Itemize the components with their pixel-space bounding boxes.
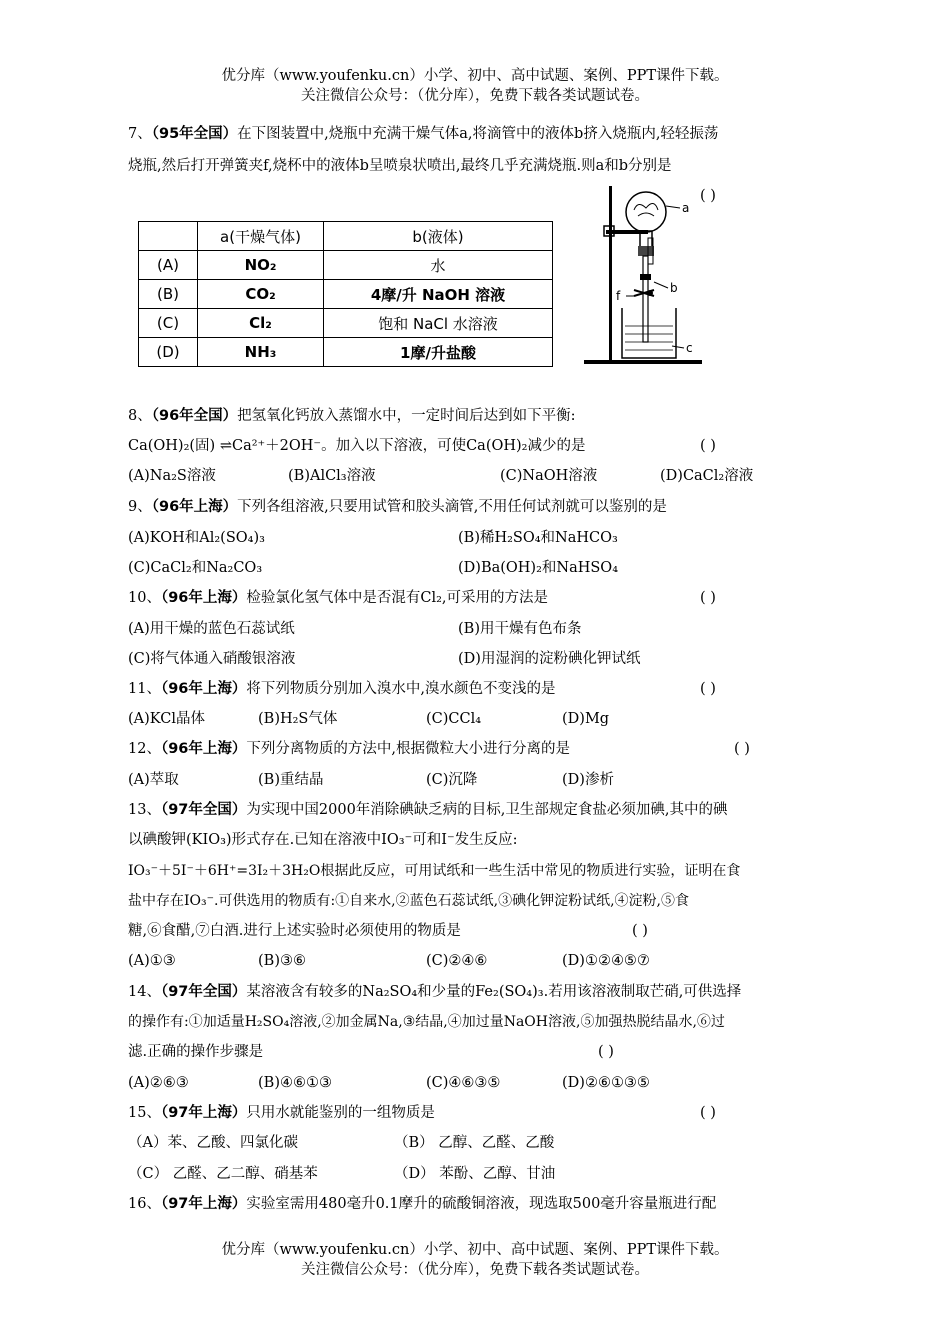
table-row [139,338,553,367]
q15-option-b: （B） 乙醇、乙醛、乙酸 [394,1135,555,1151]
q14-options [128,1072,828,1094]
q15-option-d: （D） 苯酚、乙醇、甘油 [394,1166,556,1182]
q9-line-1 [128,496,667,518]
q9-option-b: (B)稀H₂SO₄和NaHCO₃ [458,530,618,546]
beaker [622,308,676,358]
q13-text: 为实现中国2000年消除碘缺乏病的目标,卫生部规定食盐必须加碘,其中的碘 [246,802,728,818]
q8-text: 把氢氧化钙放入蒸馏水中，一定时间后达到如下平衡: [237,408,576,424]
q9-text: 下列各组溶液,只要用试管和胶头滴管,不用任何试剂就可以鉴别的是 [237,499,667,515]
q8-number: 8、 [128,408,152,424]
q14-text: 某溶液含有较多的Na₂SO₄和少量的Fe₂(SO₄)₃.若用该溶液制取芒硝,可供选择 [246,984,742,1000]
q9-options-2 [128,557,828,579]
q12-option-b: (B)重结晶 [258,772,324,788]
q15-option-a: （A）苯、乙酸、四氯化碳 [128,1135,298,1151]
q11-line-1 [128,678,556,700]
q15-line-1 [128,1102,435,1124]
q8-answer-paren: ( ) [700,438,716,454]
q11-option-c: (C)CCl₄ [426,711,482,727]
q16-line-1 [128,1193,716,1215]
q14-option-b: (B)④⑥①③ [258,1075,332,1091]
q8-option-d: (D)CaCl₂溶液 [660,468,754,484]
page-header [0,66,950,106]
q7-table [138,221,553,367]
q8-line-2 [128,435,586,457]
q10-number: 10、 [128,590,161,606]
q14-text-3: 滤.正确的操作步骤是 [128,1044,264,1060]
q11-answer-paren: ( ) [700,681,716,697]
q13-line-5 [128,920,461,942]
q12-source: （96年上海） [160,741,247,757]
table-header-gas: a(干燥气体) [198,222,324,251]
q12-answer-paren: ( ) [734,741,750,757]
q13-option-c: (C)②④⑥ [426,953,488,969]
footer-line-2: 关注微信公众号：（优分库），免费下载各类试题试卷。 [301,1262,649,1278]
table-header-row [139,222,553,251]
q7-source: （95年全国） [151,126,238,142]
row-liquid: 水 [324,251,553,280]
q14-option-c: (C)④⑥③⑤ [426,1075,501,1091]
fountain-spray [634,203,658,216]
label-b-line [654,282,668,288]
q13-option-d: (D)①②④⑤⑦ [562,953,650,969]
label-c-line [672,346,684,348]
q8-text-2: Ca(OH)₂(固) ⇌Ca²⁺＋2OH⁻。加入以下溶液，可使Ca(OH)₂减少的是 [128,438,586,454]
q11-option-a: (A)KCl晶体 [128,711,205,727]
q13-option-a: (A)①③ [128,953,176,969]
row-gas: NH₃ [198,338,324,367]
label-a-line [666,206,680,208]
q8-source: （96年全国） [151,408,238,424]
q13-answer-paren: ( ) [632,923,648,939]
row-gas: Cl₂ [198,309,324,338]
q15-option-c: （C） 乙醛、乙二醇、硝基苯 [128,1166,318,1182]
q7-number: 7、 [128,126,152,142]
q10-option-d: (D)用湿润的淀粉碘化钾试纸 [458,651,641,667]
row-liquid: 1摩/升盐酸 [324,338,553,367]
q13-option-b: (B)③⑥ [258,953,306,969]
q14-option-a: (A)②⑥③ [128,1075,189,1091]
page-footer [0,1240,950,1280]
stand-rod [609,186,612,362]
row-label: (B) [139,280,198,309]
q10-answer-paren: ( ) [700,590,716,606]
q15-text: 只用水就能鉴别的一组物质是 [246,1105,435,1121]
q14-number: 14、 [128,984,161,1000]
q13-text-2: 以碘酸钾(KIO₃)形式存在.已知在溶液中IO₃⁻可和I⁻发生反应: [128,832,518,848]
q10-source: （96年上海） [160,590,247,606]
q16-number: 16、 [128,1196,161,1212]
q7-line-1 [128,123,718,145]
q13-text-4: 盐中存在IO₃⁻.可供选用的物质有:①自来水,②蓝色石蕊试纸,③碘化钾淀粉试纸,④淀粉,⑤食 [128,893,689,909]
table-row [139,309,553,338]
q10-option-b: (B)用干燥有色布条 [458,621,582,637]
q13-number: 13、 [128,802,161,818]
q13-line-1 [128,799,728,821]
q10-options-2 [128,648,828,670]
q9-option-c: (C)CaCl₂和Na₂CO₃ [128,560,263,576]
q9-source: （96年上海） [151,499,238,515]
q15-number: 15、 [128,1105,161,1121]
q7-text-2: 烧瓶,然后打开弹簧夹f,烧杯中的液体b呈喷泉状喷出,最终几乎充满烧瓶.则a和b分别是 [128,158,672,174]
q11-number: 11、 [128,681,161,697]
row-label: (C) [139,309,198,338]
q12-number: 12、 [128,741,161,757]
row-liquid: 4摩/升 NaOH 溶液 [324,280,553,309]
stopper [638,246,654,256]
footer-line-1: 优分库（www.youfenku.cn）小学、初中、高中试题、案例、PPT课件下载。 [221,1242,729,1258]
q9-options-1 [128,527,828,549]
q10-options-1 [128,618,828,640]
q13-options [128,950,828,972]
row-label: (D) [139,338,198,367]
row-gas: NO₂ [198,251,324,280]
q13-line-2 [128,829,518,851]
row-gas: CO₂ [198,280,324,309]
q10-text: 检验氯化氢气体中是否混有Cl₂,可采用的方法是 [246,590,549,606]
q7-answer-paren: ( ) [700,188,716,204]
q8-line-1 [128,405,576,427]
label-a: a [682,201,690,215]
q13-source: （97年全国） [160,802,247,818]
q15-source: （97年上海） [160,1105,247,1121]
q15-options-1 [128,1132,828,1154]
q11-option-d: (D)Mg [562,711,610,727]
q14-text-2: 的操作有:①加适量H₂SO₄溶液,②加金属Na,③结晶,④加过量NaOH溶液,⑤加强热脱结晶水,⑥过 [128,1014,725,1030]
q11-text: 将下列物质分别加入溴水中,溴水颜色不变浅的是 [246,681,556,697]
row-label: (A) [139,251,198,280]
q15-answer-paren: ( ) [700,1105,716,1121]
q12-line-1 [128,738,570,760]
q14-source: （97年全国） [160,984,247,1000]
beaker-liquid [625,326,673,350]
q16-text: 实验室需用480毫升0.1摩升的硫酸铜溶液，现选取500毫升容量瓶进行配 [246,1196,717,1212]
q14-option-d: (D)②⑥①③⑤ [562,1075,650,1091]
label-c: c [686,341,693,355]
q8-option-b: (B)AlCl₃溶液 [288,468,376,484]
table-row [139,251,553,280]
q7-text: 在下图装置中,烧瓶中充满干燥气体a,将滴管中的液体b挤入烧瓶内,轻轻振荡 [237,126,719,142]
q12-options [128,769,828,791]
header-line-1: 优分库（www.youfenku.cn）小学、初中、高中试题、案例、PPT课件下载。 [221,68,729,84]
q9-number: 9、 [128,499,152,515]
q7-line-2 [128,155,672,177]
q12-text: 下列分离物质的方法中,根据微粒大小进行分离的是 [246,741,570,757]
stand-base [584,360,702,364]
q14-answer-paren: ( ) [598,1044,614,1060]
q8-options [128,465,828,487]
label-f: f [616,289,621,303]
q16-source: （97年上海） [160,1196,247,1212]
clip-pivot [647,290,653,296]
q8-option-c: (C)NaOH溶液 [500,468,598,484]
q13-text-3: IO₃⁻＋5I⁻＋6H⁺=3I₂＋3H₂O根据此反应，可用试纸和一些生活中常见的物质进行实验，证明在食 [128,863,741,879]
table-row [139,280,553,309]
q12-option-c: (C)沉降 [426,772,478,788]
q13-line-3 [128,860,740,882]
rubber-joint [640,274,651,280]
q14-line-2 [128,1011,725,1033]
q13-text-5: 糖,⑥食醋,⑦白酒.进行上述实验时必须使用的物质是 [128,923,461,939]
label-b: b [670,281,678,295]
table-header-empty [139,222,198,251]
q10-option-a: (A)用干燥的蓝色石蕊试纸 [128,621,295,637]
row-liquid: 饱和 NaCl 水溶液 [324,309,553,338]
q9-option-a: (A)KOH和Al₂(SO₄)₃ [128,530,265,546]
q14-line-1 [128,981,741,1003]
q12-option-a: (A)萃取 [128,772,179,788]
q9-option-d: (D)Ba(OH)₂和NaHSO₄ [458,560,619,576]
q13-line-4 [128,890,689,912]
q11-options [128,708,828,730]
q8-option-a: (A)Na₂S溶液 [128,468,216,484]
q14-line-3 [128,1041,263,1063]
flask [626,192,666,232]
q10-option-c: (C)将气体通入硝酸银溶液 [128,651,296,667]
table-header-liquid: b(液体) [324,222,553,251]
glass-tube [643,256,648,342]
q11-source: （96年上海） [160,681,247,697]
q12-option-d: (D)渗析 [562,772,614,788]
fountain-apparatus-figure [584,186,744,376]
header-line-2: 关注微信公众号：（优分库），免费下载各类试题试卷。 [301,88,649,104]
q11-option-b: (B)H₂S气体 [258,711,338,727]
q10-line-1 [128,587,548,609]
q15-options-2 [128,1163,828,1185]
